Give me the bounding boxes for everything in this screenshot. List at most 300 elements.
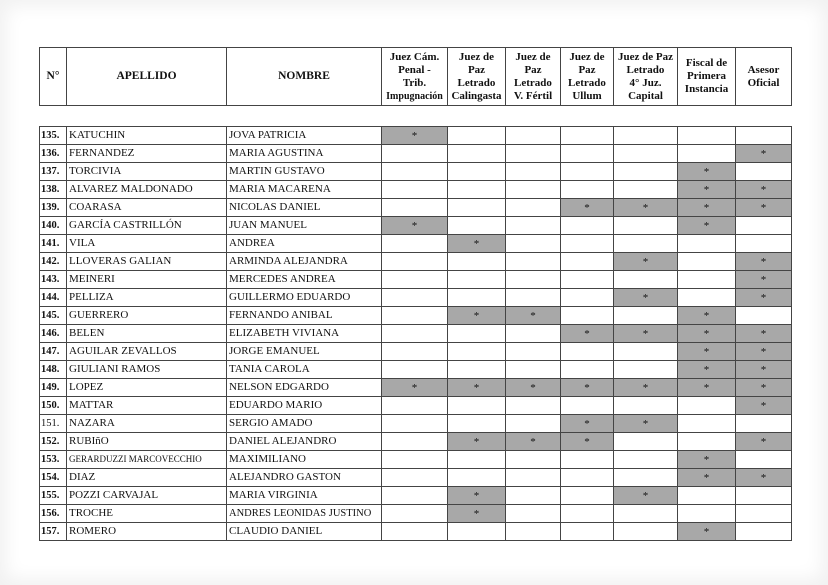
asterisk-mark: * [760, 328, 767, 340]
empty-cell [382, 325, 448, 343]
asterisk-mark: * [530, 310, 536, 322]
asterisk-mark: * [411, 220, 418, 232]
marked-cell [736, 199, 792, 217]
apellido-cell: AGUILAR ZEVALLOS [67, 343, 227, 361]
marked-cell [678, 523, 736, 541]
empty-cell [678, 271, 736, 289]
marked-cell [736, 433, 792, 451]
table-header [39, 47, 792, 106]
nombre-cell: NELSON EDGARDO [227, 379, 382, 397]
header-line: Ullum [572, 89, 602, 102]
empty-cell [678, 127, 736, 145]
asterisk-mark: * [584, 382, 590, 394]
empty-cell [614, 361, 678, 379]
empty-cell [678, 289, 736, 307]
marked-cell [736, 181, 792, 199]
apellido-cell: DIAZ [67, 469, 227, 487]
empty-cell [506, 145, 561, 163]
row-number: 156. [40, 505, 67, 523]
nombre-cell: JOVA PATRICIA [227, 127, 382, 145]
row-number: 141. [40, 235, 67, 253]
marked-cell [736, 289, 792, 307]
empty-cell [678, 145, 736, 163]
nombre-cell: MERCEDES ANDREA [227, 271, 382, 289]
empty-cell [506, 343, 561, 361]
apellido-cell: VILA [67, 235, 227, 253]
asterisk-mark: * [703, 346, 710, 358]
nombre-cell: ARMINDA ALEJANDRA [227, 253, 382, 271]
row-number: 152. [40, 433, 67, 451]
table-row [40, 505, 792, 523]
asterisk-mark: * [642, 418, 649, 430]
marked-cell [678, 325, 736, 343]
empty-cell [448, 361, 506, 379]
nombre-cell: MARTIN GUSTAVO [227, 163, 382, 181]
empty-cell [736, 235, 792, 253]
empty-cell [506, 361, 561, 379]
marked-cell [448, 235, 506, 253]
row-number: 157. [40, 523, 67, 541]
apellido-cell: TORCIVIA [67, 163, 227, 181]
empty-cell [736, 451, 792, 469]
header-line: Instancia [684, 83, 729, 95]
empty-cell [506, 289, 561, 307]
asterisk-mark: * [703, 472, 710, 484]
empty-cell [448, 451, 506, 469]
asterisk-mark: * [760, 292, 767, 304]
header-line: Trib. [402, 76, 427, 89]
apellido-cell: ROMERO [67, 523, 227, 541]
asterisk-mark: * [760, 148, 767, 160]
col-header-calingasta [448, 48, 506, 106]
asterisk-mark: * [642, 202, 649, 214]
table-row [40, 397, 792, 415]
empty-cell [448, 271, 506, 289]
nombre-cell: ANDRES LEONIDAS JUSTINO [227, 505, 382, 523]
row-number: 138. [40, 181, 67, 199]
empty-cell [448, 127, 506, 145]
empty-cell [382, 505, 448, 523]
empty-cell [506, 325, 561, 343]
marked-cell [614, 487, 678, 505]
row-number: 144. [40, 289, 67, 307]
empty-cell [561, 505, 614, 523]
empty-cell [448, 289, 506, 307]
candidates-table [39, 126, 792, 541]
col-header-nombre: NOMBRE [227, 48, 382, 106]
empty-cell [561, 145, 614, 163]
asterisk-mark: * [473, 436, 480, 448]
table-row [40, 325, 792, 343]
empty-cell [382, 343, 448, 361]
row-number: 151. [40, 415, 67, 433]
nombre-cell: GUILLERMO EDUARDO [227, 289, 382, 307]
empty-cell [561, 361, 614, 379]
asterisk-mark: * [642, 292, 649, 304]
apellido-cell: MATTAR [67, 397, 227, 415]
marked-cell [736, 379, 792, 397]
marked-cell [678, 379, 736, 397]
table-row [40, 127, 792, 145]
marked-cell [678, 307, 736, 325]
nombre-cell: NICOLAS DANIEL [227, 199, 382, 217]
asterisk-mark: * [642, 382, 649, 394]
nombre-cell: MARIA MACARENA [227, 181, 382, 199]
empty-cell [382, 289, 448, 307]
empty-cell [506, 217, 561, 235]
header-line: Juez de [458, 50, 495, 63]
empty-cell [382, 415, 448, 433]
table-row [40, 469, 792, 487]
empty-cell [448, 199, 506, 217]
empty-cell [614, 343, 678, 361]
empty-cell [614, 451, 678, 469]
apellido-cell: KATUCHIN [67, 127, 227, 145]
table-row [40, 181, 792, 199]
marked-cell [736, 325, 792, 343]
nombre-cell: ANDREA [227, 235, 382, 253]
header-line: V. Fértil [513, 89, 553, 102]
nombre-cell: ALEJANDRO GASTON [227, 469, 382, 487]
empty-cell [561, 253, 614, 271]
empty-cell [506, 271, 561, 289]
empty-cell [506, 469, 561, 487]
empty-cell [382, 361, 448, 379]
table-row [40, 163, 792, 181]
table-body [40, 127, 792, 541]
table-row [40, 433, 792, 451]
header-line: Capital [628, 89, 663, 102]
empty-cell [506, 523, 561, 541]
marked-cell [678, 469, 736, 487]
empty-cell [614, 163, 678, 181]
empty-cell [448, 325, 506, 343]
nombre-cell: MARIA AGUSTINA [227, 145, 382, 163]
table-row [40, 361, 792, 379]
empty-cell [382, 523, 448, 541]
marked-cell [614, 289, 678, 307]
empty-cell [382, 145, 448, 163]
empty-cell [448, 163, 506, 181]
table-row [40, 271, 792, 289]
nombre-cell: CLAUDIO DANIEL [227, 523, 382, 541]
asterisk-mark: * [703, 382, 710, 394]
empty-cell [736, 505, 792, 523]
table-row [40, 451, 792, 469]
asterisk-mark: * [473, 508, 480, 520]
apellido-cell: PELLIZA [67, 289, 227, 307]
asterisk-mark: * [760, 184, 767, 196]
marked-cell [382, 379, 448, 397]
asterisk-mark: * [703, 328, 710, 340]
empty-cell [736, 163, 792, 181]
apellido-cell: TROCHE [67, 505, 227, 523]
row-number: 139. [40, 199, 67, 217]
row-number: 140. [40, 217, 67, 235]
asterisk-mark: * [760, 472, 767, 484]
empty-cell [448, 145, 506, 163]
table-row [40, 217, 792, 235]
empty-cell [614, 217, 678, 235]
empty-cell [561, 307, 614, 325]
row-number: 135. [40, 127, 67, 145]
empty-cell [382, 235, 448, 253]
asterisk-mark: * [642, 490, 649, 502]
nombre-cell: JUAN MANUEL [227, 217, 382, 235]
empty-cell [448, 397, 506, 415]
marked-cell [614, 415, 678, 433]
header-line: Impugnación [386, 90, 443, 102]
nombre-cell: EDUARDO MARIO [227, 397, 382, 415]
apellido-cell: RUBIñO [67, 433, 227, 451]
marked-cell [736, 397, 792, 415]
asterisk-mark: * [760, 436, 767, 448]
apellido-cell: ALVAREZ MALDONADO [67, 181, 227, 199]
marked-cell [678, 217, 736, 235]
marked-cell [678, 361, 736, 379]
table-row [40, 487, 792, 505]
empty-cell [736, 415, 792, 433]
empty-cell [678, 397, 736, 415]
empty-cell [561, 127, 614, 145]
empty-cell [614, 397, 678, 415]
empty-cell [561, 523, 614, 541]
asterisk-mark: * [703, 364, 710, 376]
marked-cell [448, 379, 506, 397]
empty-cell [614, 469, 678, 487]
marked-cell [614, 199, 678, 217]
asterisk-mark: * [411, 130, 418, 142]
asterisk-mark: * [760, 364, 767, 376]
marked-cell [382, 217, 448, 235]
marked-cell [736, 469, 792, 487]
empty-cell [614, 145, 678, 163]
header-line: Fiscal de [685, 57, 728, 69]
marked-cell [736, 145, 792, 163]
asterisk-mark: * [703, 526, 710, 538]
empty-cell [561, 163, 614, 181]
asterisk-mark: * [473, 382, 480, 394]
empty-cell [736, 487, 792, 505]
asterisk-mark: * [473, 310, 480, 322]
empty-cell [506, 163, 561, 181]
marked-cell [614, 379, 678, 397]
asterisk-mark: * [760, 274, 767, 286]
empty-cell [614, 181, 678, 199]
row-number: 154. [40, 469, 67, 487]
apellido-cell: MEINERI [67, 271, 227, 289]
apellido-cell: COARASA [67, 199, 227, 217]
nombre-cell: MARIA VIRGINIA [227, 487, 382, 505]
header-line: Letrado [514, 76, 552, 89]
table-row [40, 235, 792, 253]
empty-cell [506, 451, 561, 469]
asterisk-mark: * [703, 454, 710, 466]
marked-cell [561, 199, 614, 217]
empty-cell [448, 415, 506, 433]
empty-cell [448, 523, 506, 541]
empty-cell [382, 271, 448, 289]
marked-cell [506, 433, 561, 451]
marked-cell [561, 433, 614, 451]
empty-cell [382, 253, 448, 271]
empty-cell [506, 415, 561, 433]
header-line: Juez de Paz [618, 50, 673, 63]
table-row [40, 145, 792, 163]
apellido-cell: NAZARA [67, 415, 227, 433]
empty-cell [736, 217, 792, 235]
empty-cell [448, 343, 506, 361]
nombre-cell: ELIZABETH VIVIANA [227, 325, 382, 343]
empty-cell [448, 181, 506, 199]
table-row [40, 253, 792, 271]
col-header-ullum [561, 48, 614, 106]
empty-cell [506, 181, 561, 199]
empty-cell [561, 289, 614, 307]
row-number: 147. [40, 343, 67, 361]
marked-cell [736, 253, 792, 271]
table-row [40, 379, 792, 397]
empty-cell [561, 469, 614, 487]
empty-cell [614, 505, 678, 523]
header-line: Juez de [515, 50, 551, 63]
marked-cell [561, 415, 614, 433]
header-line: Oficial [747, 76, 780, 89]
marked-cell [614, 325, 678, 343]
header-line: Penal - [398, 63, 431, 76]
empty-cell [561, 217, 614, 235]
row-number: 145. [40, 307, 67, 325]
nombre-cell: JORGE EMANUEL [227, 343, 382, 361]
empty-cell [678, 505, 736, 523]
empty-cell [678, 253, 736, 271]
asterisk-mark: * [584, 436, 590, 448]
marked-cell [736, 271, 792, 289]
asterisk-mark: * [473, 238, 480, 250]
header-line: Paz [467, 63, 486, 76]
marked-cell [561, 379, 614, 397]
table-row [40, 523, 792, 541]
col-header-fiscal [678, 48, 736, 106]
table-row [40, 199, 792, 217]
asterisk-mark: * [642, 256, 649, 268]
empty-cell [506, 505, 561, 523]
asterisk-mark: * [584, 418, 590, 430]
header-line: 4° Juz. [629, 76, 662, 89]
row-number: 153. [40, 451, 67, 469]
empty-cell [506, 397, 561, 415]
empty-cell [614, 271, 678, 289]
col-header-asesor [736, 48, 792, 106]
empty-cell [678, 235, 736, 253]
col-header-capital [614, 48, 678, 106]
marked-cell [736, 343, 792, 361]
col-header-valle-fertil [506, 48, 561, 106]
marked-cell [448, 505, 506, 523]
marked-cell [506, 307, 561, 325]
empty-cell [561, 397, 614, 415]
marked-cell [678, 181, 736, 199]
table-row [40, 343, 792, 361]
header-line: Paz [578, 63, 596, 76]
empty-cell [561, 181, 614, 199]
empty-cell [382, 451, 448, 469]
row-number: 146. [40, 325, 67, 343]
empty-cell [448, 253, 506, 271]
asterisk-mark: * [703, 310, 710, 322]
marked-cell [678, 451, 736, 469]
asterisk-mark: * [760, 202, 767, 214]
empty-cell [382, 181, 448, 199]
header-line: Juez Cám. [389, 50, 440, 63]
row-number: 150. [40, 397, 67, 415]
apellido-cell: FERNANDEZ [67, 145, 227, 163]
marked-cell [448, 433, 506, 451]
row-number: 155. [40, 487, 67, 505]
empty-cell [678, 487, 736, 505]
marked-cell [678, 163, 736, 181]
col-header-num: N° [40, 48, 67, 106]
empty-cell [614, 127, 678, 145]
header-line: Letrado [568, 76, 606, 89]
marked-cell [678, 343, 736, 361]
asterisk-mark: * [530, 436, 536, 448]
empty-cell [561, 343, 614, 361]
empty-cell [736, 127, 792, 145]
empty-cell [382, 397, 448, 415]
empty-cell [614, 523, 678, 541]
empty-cell [506, 487, 561, 505]
header-line: Calingasta [451, 89, 502, 102]
row-number: 142. [40, 253, 67, 271]
empty-cell [382, 487, 448, 505]
empty-cell [448, 217, 506, 235]
nombre-cell: SERGIO AMADO [227, 415, 382, 433]
empty-cell [382, 433, 448, 451]
marked-cell [448, 307, 506, 325]
marked-cell [678, 199, 736, 217]
asterisk-mark: * [703, 202, 710, 214]
marked-cell [614, 253, 678, 271]
asterisk-mark: * [760, 256, 767, 268]
asterisk-mark: * [584, 328, 590, 340]
apellido-cell: GERARDUZZI MARCOVECCHIO [67, 451, 227, 469]
table-row [40, 415, 792, 433]
apellido-cell: GUERRERO [67, 307, 227, 325]
empty-cell [614, 235, 678, 253]
marked-cell [736, 361, 792, 379]
asterisk-mark: * [642, 328, 649, 340]
empty-cell [736, 307, 792, 325]
empty-cell [382, 307, 448, 325]
asterisk-mark: * [411, 382, 418, 394]
nombre-cell: FERNANDO ANIBAL [227, 307, 382, 325]
empty-cell [678, 433, 736, 451]
marked-cell [506, 379, 561, 397]
nombre-cell: TANIA CAROLA [227, 361, 382, 379]
asterisk-mark: * [473, 490, 480, 502]
empty-cell [382, 163, 448, 181]
empty-cell [678, 415, 736, 433]
asterisk-mark: * [703, 166, 710, 178]
header-line: Primera [686, 70, 727, 82]
header-line: Paz [524, 63, 542, 76]
asterisk-mark: * [703, 184, 710, 196]
nombre-cell: DANIEL ALEJANDRO [227, 433, 382, 451]
asterisk-mark: * [584, 202, 590, 214]
header-line: Letrado [457, 76, 496, 89]
empty-cell [382, 469, 448, 487]
